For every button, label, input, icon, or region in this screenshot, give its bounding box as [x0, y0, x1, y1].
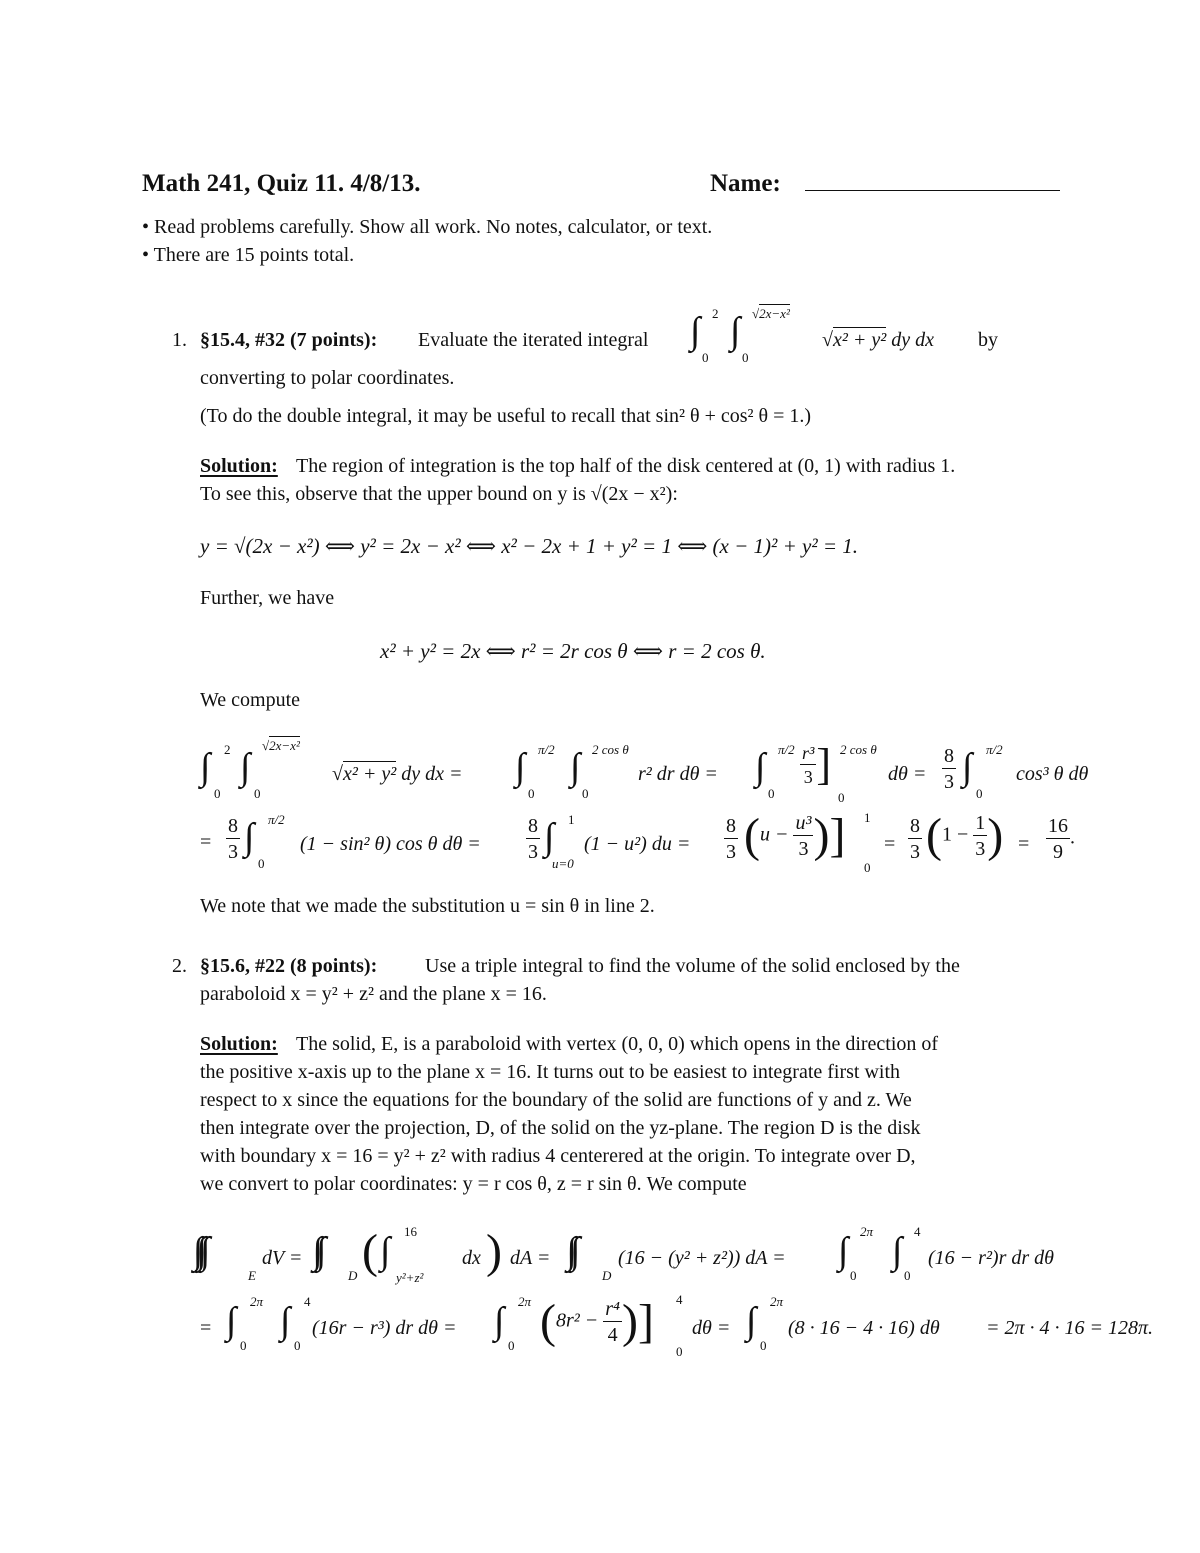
name-blank-line: [805, 190, 1060, 191]
problem-2-solution-label: Solution:: [200, 1033, 278, 1055]
further-text: Further, we have: [200, 587, 335, 609]
triple-integral-line-1: E dV = D ( ∫ 16 y²+z² dx ) dA = D (16 − (y² + z²)) dA = ∫ 2π 0 ∫ 4 0 (16 − r²)r dr dθ: [248, 1224, 1054, 1285]
problem-1-solution-line1: The region of integration is the top half of the disk centered at (0, 1) with radius 1.: [296, 455, 956, 477]
equation-polar: x² + y² = 2x ⟺ r² = 2r cos θ ⟺ r = 2 cos θ.: [380, 639, 766, 663]
problem-1-prompt-by: by: [978, 329, 998, 351]
problem-1-prompt: Evaluate the iterated integral: [418, 329, 649, 351]
volume-result: = 2π · 4 · 16 = 128π.: [986, 1317, 1154, 1339]
problem-2-prompt-line1: Use a triple integral to find the volume of the solid enclosed by the: [425, 955, 960, 977]
problem-2-solution-line6: we convert to polar coordinates: y = r cos θ, z = r sin θ. We compute: [200, 1173, 747, 1195]
problem-2-number: 2.: [172, 955, 187, 977]
problem-1-solution-line2: To see this, observe that the upper bound on y is √(2x − x²):: [200, 483, 678, 505]
problem-1-hint: (To do the double integral, it may be useful to recall that sin² θ + cos² θ = 1.): [200, 405, 812, 427]
equation-region: y = √(2x − x²) ⟺ y² = 2x − x² ⟺ x² − 2x + 1 + y² = 1 ⟺ (x − 1)² + y² = 1.: [200, 534, 859, 558]
problem-1-prompt-cont: converting to polar coordinates.: [200, 367, 455, 389]
problem-1-section: §15.4, #32 (7 points):: [200, 329, 378, 351]
problem-2-solution-line1: The solid, E, is a paraboloid with vertex (0, 0, 0) which opens in the direction of: [296, 1033, 939, 1055]
instruction-2: • There are 15 points total.: [142, 244, 355, 266]
computation-line-1: ∫ 2 0 ∫ √2x−x² 0 √x² + y² dy dx = ∫ π/2 0 ∫ 2 cos θ 0 r² dr dθ = ∫ π/2 0 $\frac{\text{r³}}{3}$ ] 2 cos θ 0 dθ = $\frac{8}{3}$ ∫ π/2 0 cos³ θ dθ: [200, 738, 1089, 805]
problem-2-solution-line4: then integrate over the projection, D, of the solid on the yz-plane. The region D is the disk: [200, 1117, 921, 1139]
problem-2-solution-line3: respect to x since the equations for the boundary of the solid are functions of y and z. We: [200, 1089, 912, 1111]
problem-1-integral: ∫ 2 0 ∫ √2x−x² 0 √x² + y² dy dx: [690, 306, 934, 365]
instruction-1: • Read problems carefully. Show all work. No notes, calculator, or text.: [142, 216, 713, 238]
problem-2-solution-line2: the positive x-axis up to the plane x = 16. It turns out to be easiest to integrate first with: [200, 1061, 901, 1083]
problem-2-prompt-line2: paraboloid x = y² + z² and the plane x = 16.: [200, 983, 547, 1005]
substitution-note: We note that we made the substitution u = sin θ in line 2.: [200, 895, 655, 917]
problem-2-section: §15.6, #22 (8 points):: [200, 955, 378, 977]
triple-integral-line-2: = ∫ 2π 0 ∫ 4 0 (16r − r³) dr dθ = ∫ 2π 0 (8r² − $\frac{\text{r⁴}}{4}$ )] 4 0 dθ = ∫ 2π 0 (8 · 16 − 4 · 16) dθ = 2π · 4 · 16 = 128π.: [200, 1292, 1154, 1359]
name-label: Name:: [710, 170, 781, 197]
we-compute-text: We compute: [200, 689, 301, 711]
problem-1-number: 1.: [172, 329, 187, 351]
problem-1-solution-label: Solution:: [200, 455, 278, 477]
computation-line-2: = $\frac{8}{3}$ ∫ π/2 0 (1 − sin² θ) cos θ dθ = $\frac{8}{3}$ ∫ 1 u=0 (1 − u²) du = $\frac{8}{3}$ (u − $\frac{\text{u³}}{3}$ )] 1 0 = $\frac{8}{3}$ (1 − $\frac{1}{3}$ ) = $\frac{16}{9}$ .: [200, 809, 1075, 875]
problem-2-solution-line5: with boundary x = 16 = y² + z² with radius 4 centerered at the origin. To integrate over D,: [200, 1145, 916, 1167]
quiz-title: Math 241, Quiz 11. 4/8/13.: [142, 170, 421, 197]
